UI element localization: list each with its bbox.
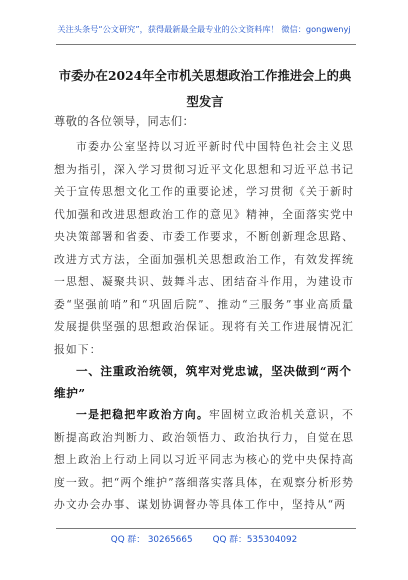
- paragraph-body: 牢固树立政治机关意识，不断提高政治判断力、政治领悟力、政治执行力，自觉在思想上政治上行动上同以习近平同志为核心的党中央保持高度一致。把“两个维护”落细落实落具体，在观察分析形势办文办会办事、谋划协调督办等具体工作中，坚持从“两: [54, 408, 354, 511]
- paragraph-political-direction: [54, 404, 354, 517]
- footer-qq-group-2: QQ 群：535304092: [212, 535, 298, 545]
- header-banner: 关注头条号“公文研究”，获得最新最全最专业的公文资料库！ 微信：gongwenyj: [57, 24, 351, 34]
- header-divider: [56, 44, 356, 45]
- salutation: 尊敬的各位领导，同志们：: [54, 115, 195, 128]
- section-heading-1: 一、注重政治统领，筑牢对党忠诚，坚决做到“两个维护”: [54, 364, 352, 400]
- document-title: 市委办在2024年全市机关思想政治工作推进会上的典型发言: [58, 68, 352, 109]
- footer-qq-group-1: QQ 群： 30265665: [110, 535, 193, 545]
- footer-divider: [56, 528, 356, 529]
- paragraph-intro: 市委办公室坚持以习近平新时代中国特色社会主义思想为指引，深入学习贯彻习近平文化思想和习近平总书记关于宣传思想文化工作的重要论述，学习贯彻《关于新时代加强和改进思想政治工作的意见》精神，全面落实党中央决策部署和省委、市委工作要求，不断创新理念思路、改进方式方法，全面加强机关思想政治工作，有效发挥统一思想、凝聚共识、鼓舞斗志、团结奋斗作用，为建设市委“坚强前哨”和“巩固后院”、推动“三服务”事业高质量发展提供坚强的思想政治保证。现将有关工作进展情况汇报如下：: [54, 140, 354, 356]
- footer: [0, 532, 408, 545]
- paragraph-lead: 一是把稳把牢政治方向。: [76, 408, 210, 421]
